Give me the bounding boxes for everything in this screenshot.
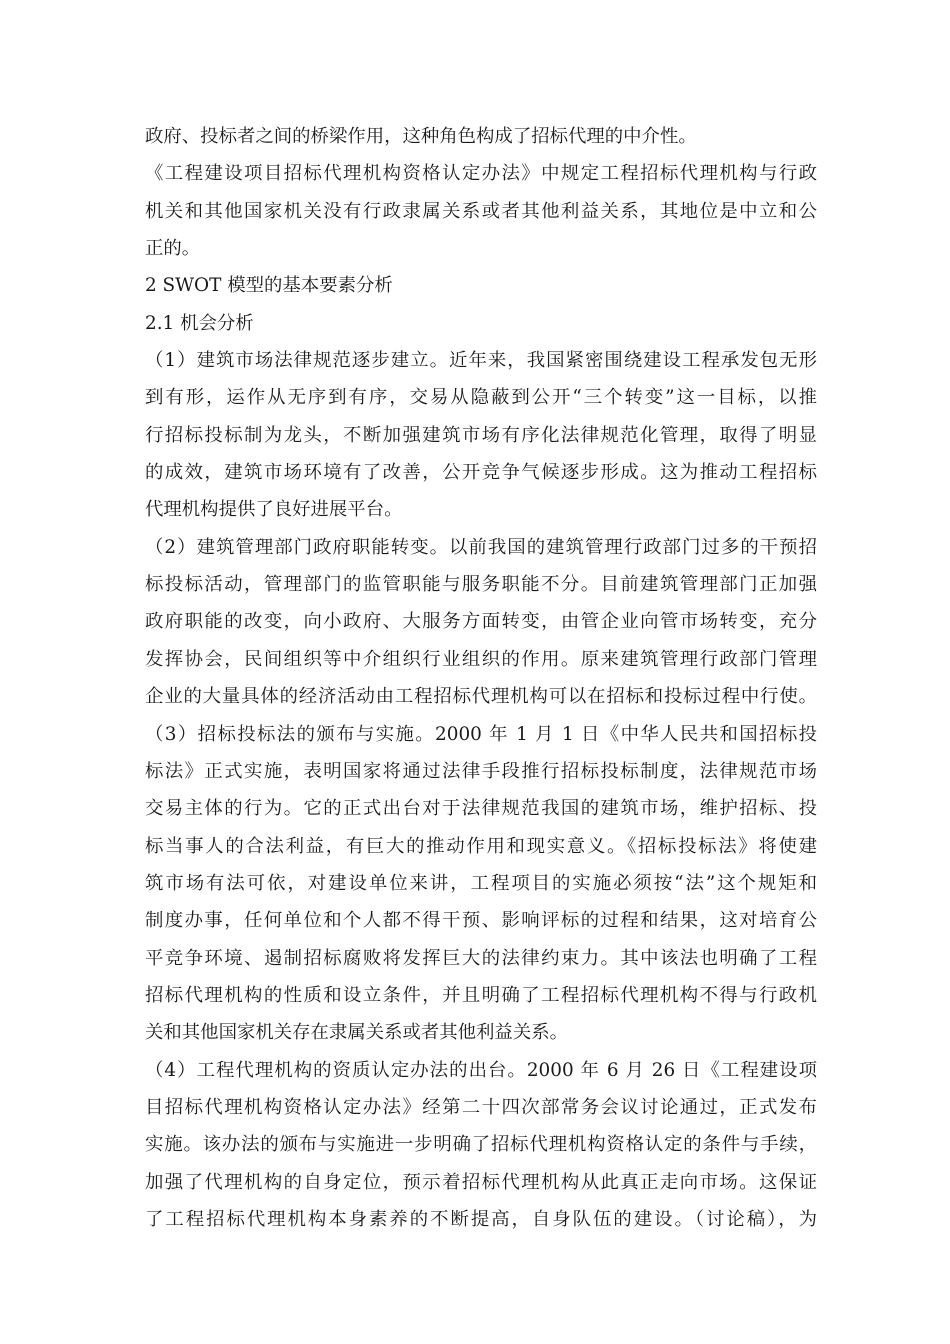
text-line: 企业的大量具体的经济活动由工程招标代理机构可以在招标和投标过程中行使。 <box>145 686 817 708</box>
text-line: 实施。该办法的颁布与实施进一步明确了招标代理机构资格认定的条件与手续， <box>145 1134 817 1156</box>
text-line: 平竞争环境、遏制招标腐败将发挥巨大的法律约束力。其中该法也明确了工程 <box>145 947 817 969</box>
text-line: 政府、投标者之间的桥梁作用，这种角色构成了招标代理的中介性。 <box>145 126 697 147</box>
document-body <box>145 118 817 1238</box>
text-line: 到有形，运作从无序到有序，交易从隐蔽到公开“三个转变”这一目标，以推 <box>145 387 817 409</box>
text-line: 正的。 <box>145 238 201 260</box>
text-line: 代理机构提供了良好进展平台。 <box>145 499 403 521</box>
text-line: 了工程招标代理机构本身素养的不断提高，自身队伍的建设。（讨论稿），为 <box>145 1208 817 1230</box>
text-line: 《工程建设项目招标代理机构资格认定办法》中规定工程招标代理机构与行政 <box>145 163 817 185</box>
text-line: 筑市场有法可依，对建设单位来讲，工程项目的实施必须按“法”这个规矩和 <box>145 872 817 894</box>
text-line: （2）建筑管理部门政府职能转变。以前我国的建筑管理行政部门过多的干预招 <box>145 536 817 558</box>
text-line: 交易主体的行为。它的正式出台对于法律规范我国的建筑市场，维护招标、投 <box>145 798 817 820</box>
text-line: 发挥协会，民间组织等中介组织行业组织的作用。原来建筑管理行政部门管理 <box>145 648 817 670</box>
text-line: 招标代理机构的性质和设立条件，并且明确了工程招标代理机构不得与行政机 <box>145 984 817 1006</box>
text-line: 标法》正式实施，表明国家将通过法律手段推行招标投标制度，法律规范市场 <box>145 760 817 782</box>
text-line: 制度办事，任何单位和个人都不得干预、影响评标的过程和结果，这对培育公 <box>145 910 817 932</box>
text-line: 2 SWOT 模型的基本要素分析 <box>145 275 393 297</box>
text-line: 加强了代理机构的自身定位，预示着招标代理机构从此真正走向市场。这保证 <box>145 1171 817 1193</box>
text-line: 标当事人的合法利益，有巨大的推动作用和现实意义。《招标投标法》将使建 <box>145 835 817 857</box>
text-line: 行招标投标制为龙头，不断加强建筑市场有序化法律规范化管理，取得了明显 <box>145 424 817 446</box>
text-line: 标投标活动，管理部门的监管职能与服务职能不分。目前建筑管理部门正加强 <box>145 574 817 596</box>
text-line: （4）工程代理机构的资质认定办法的出台。2000 年 6 月 26 日《工程建设项 <box>145 1059 817 1081</box>
text-line: （1）建筑市场法律规范逐步建立。近年来，我国紧密围绕建设工程承发包无形 <box>145 350 817 372</box>
text-line: 目招标代理机构资格认定办法》经第二十四次部常务会议讨论通过，正式发布 <box>145 1096 817 1118</box>
text-line: 机关和其他国家机关没有行政隶属关系或者其他利益关系，其地位是中立和公 <box>145 200 817 222</box>
text-line: 的成效，建筑市场环境有了改善，公开竞争气候逐步形成。这为推动工程招标 <box>145 462 817 484</box>
text-line: （3）招标投标法的颁布与实施。2000 年 1 月 1 日《中华人民共和国招标投 <box>145 723 817 745</box>
text-line: 政府职能的改变，向小政府、大服务方面转变，由管企业向管市场转变，充分 <box>145 611 817 633</box>
text-line: 关和其他国家机关存在隶属关系或者其他利益关系。 <box>145 1022 568 1044</box>
text-line: 2.1 机会分析 <box>145 312 254 334</box>
